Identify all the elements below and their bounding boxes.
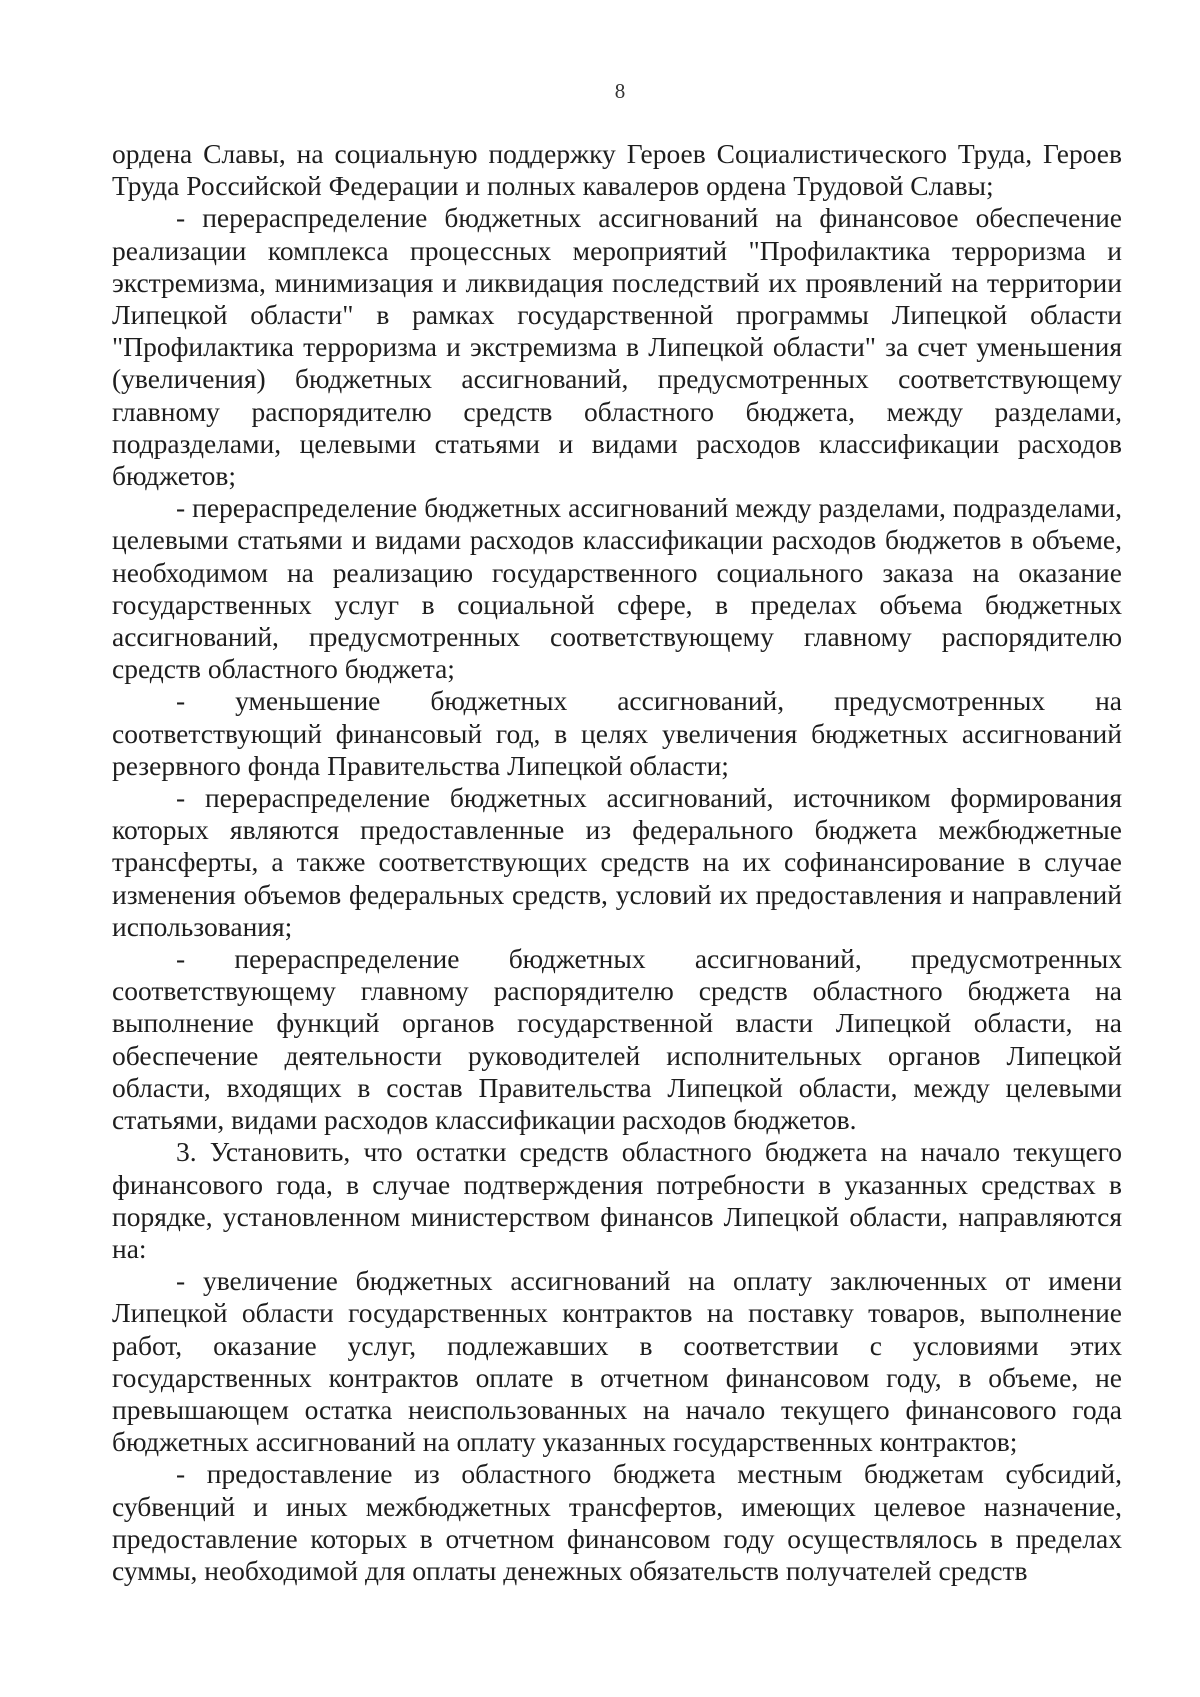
document-body xyxy=(112,138,1122,1587)
paragraph: - уменьшение бюджетных ассигнований, предусмотренных на соответствующий финансовый год, в целях увеличения бюджетных ассигнований резервного фонда Правительства Липецкой области; xyxy=(112,685,1122,781)
paragraph: - перераспределение бюджетных ассигнований на финансовое обеспечение реализации комплекса процессных мероприятий "Профилактика терроризма и экстремизма, минимизация и ликвидация последствий их проявлений на территории Липецкой области" в рамках государственной программы Липецкой области "Профилактика терроризма и экстремизма в Липецкой области" за счет уменьшения (увеличения) бюджетных ассигнований, предусмотренных соответствующему главному распорядителю средств областного бюджета, между разделами, подразделами, целевыми статьями и видами расходов классификации расходов бюджетов; xyxy=(112,202,1122,492)
paragraph: - предоставление из областного бюджета местным бюджетам субсидий, субвенций и иных межбюджетных трансфертов, имеющих целевое назначение, предоставление которых в отчетном финансовом году осуществлялось в пределах суммы, необходимой для оплаты денежных обязательств получателей средств xyxy=(112,1458,1122,1586)
paragraph: - перераспределение бюджетных ассигнований между разделами, подразделами, целевыми статьями и видами расходов классификации расходов бюджетов в объеме, необходимом на реализацию государственного социального заказа на оказание государственных услуг в социальной сфере, в пределах объема бюджетных ассигнований, предусмотренных соответствующему главному распорядителю средств областного бюджета; xyxy=(112,492,1122,685)
paragraph: - перераспределение бюджетных ассигнований, предусмотренных соответствующему главному распорядителю средств областного бюджета на выполнение функций органов государственной власти Липецкой области, на обеспечение деятельности руководителей исполнительных органов Липецкой области, входящих в состав Правительства Липецкой области, между целевыми статьями, видами расходов классификации расходов бюджетов. xyxy=(112,943,1122,1136)
page-number: 8 xyxy=(614,79,626,103)
paragraph: - увеличение бюджетных ассигнований на оплату заключенных от имени Липецкой области государственных контрактов на поставку товаров, выполнение работ, оказание услуг, подлежавших в соответствии с условиями этих государственных контрактов оплате в отчетном финансовом году, в объеме, не превышающем остатка неиспользованных на начало текущего финансового года бюджетных ассигнований на оплату указанных государственных контрактов; xyxy=(112,1265,1122,1458)
paragraph: 3. Установить, что остатки средств областного бюджета на начало текущего финансового года, в случае подтверждения потребности в указанных средствах в порядке, установленном министерством финансов Липецкой области, направляются на: xyxy=(112,1136,1122,1264)
paragraph: - перераспределение бюджетных ассигнований, источником формирования которых являются предоставленные из федерального бюджета межбюджетные трансферты, а также соответствующих средств на их софинансирование в случае изменения объемов федеральных средств, условий их предоставления и направлений использования; xyxy=(112,782,1122,942)
paragraph: ордена Славы, на социальную поддержку Героев Социалистического Труда, Героев Труда Российской Федерации и полных кавалеров ордена Трудовой Славы; xyxy=(112,138,1122,202)
